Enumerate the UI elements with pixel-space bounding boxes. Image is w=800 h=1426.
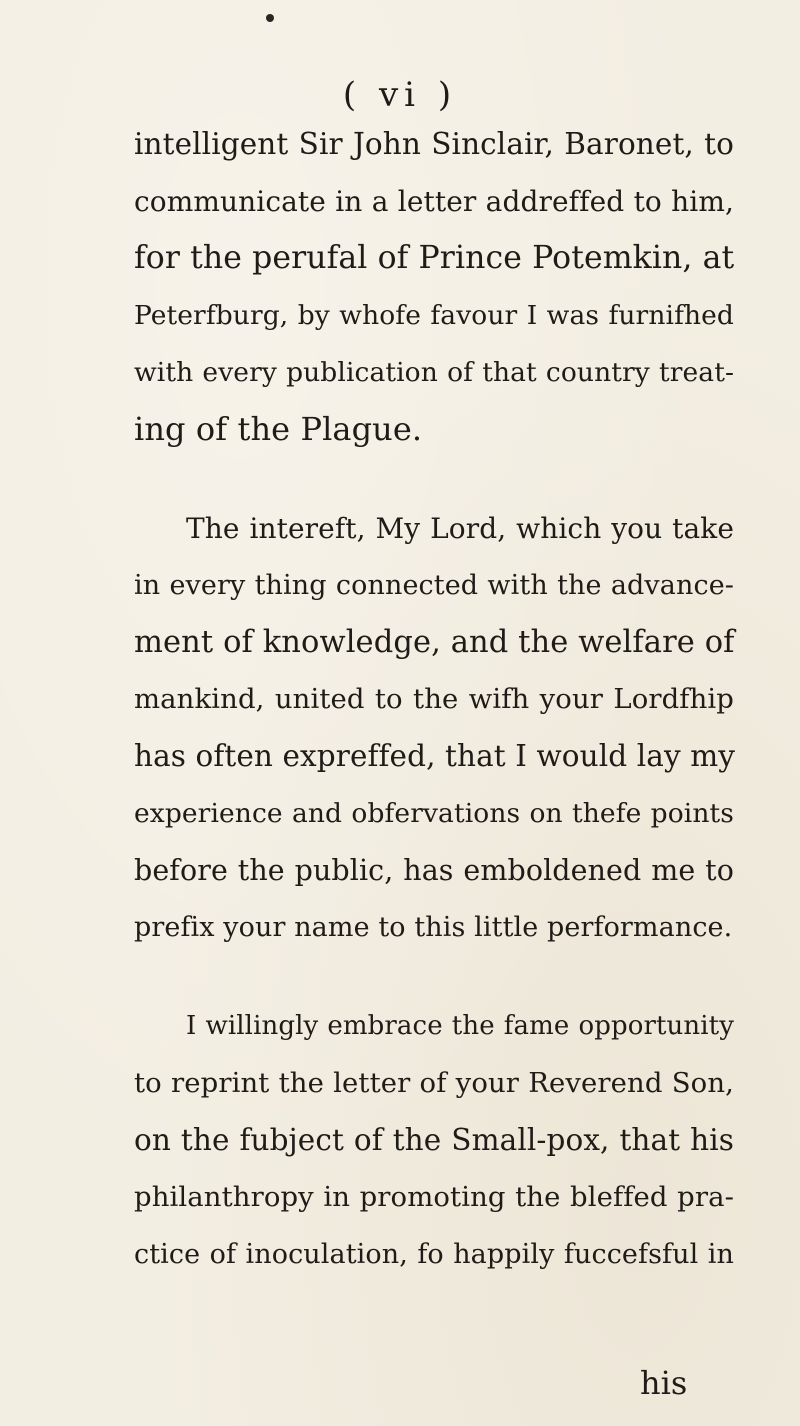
body-text <box>134 116 734 1283</box>
paragraph-3 <box>134 998 734 1283</box>
paragraph-1 <box>134 116 734 458</box>
ink-speck <box>266 14 274 22</box>
text-line: intelligent Sir John Sinclair, Baronet, to <box>134 127 734 161</box>
text-line: mankind, united to the wifh your Lordfhip <box>134 683 734 715</box>
text-line: to reprint the letter of your Reverend Son, <box>134 1067 734 1099</box>
text-line: for the perufal of Prince Potemkin, at <box>134 240 735 276</box>
text-line: I willingly embrace the fame opportunity <box>186 1011 734 1041</box>
text-line: experience and obfervations on thefe points <box>134 798 734 829</box>
text-line: ctice of inoculation, fo happily fuccefsful in <box>134 1239 734 1270</box>
text-line: has often expreffed, that I would lay my <box>134 739 736 773</box>
text-line: on the fubject of the Small-pox, that his <box>134 1123 734 1157</box>
text-line: before the public, has emboldened me to <box>134 854 734 887</box>
paragraph-2 <box>134 500 734 956</box>
text-line: Peterfburg, by whofe favour I was furnifhed <box>134 300 734 331</box>
text-line: in every thing connected with the advance- <box>134 570 734 601</box>
text-line: ment of knowledge, and the welfare of <box>134 625 735 660</box>
text-line: prefix your name to this little performance. <box>134 912 733 943</box>
text-line: communicate in a letter addreffed to him, <box>134 185 734 218</box>
text-line: ing of the Plague. <box>134 410 423 448</box>
paragraph-gap <box>134 956 734 998</box>
text-line: philanthropy in promoting the bleffed pra- <box>134 1181 734 1213</box>
page-number: ( vi ) <box>342 75 458 115</box>
text-line: with every publication of that country treat- <box>134 357 734 388</box>
catchword: his <box>640 1364 688 1402</box>
text-line: The intereft, My Lord, which you take <box>186 512 734 545</box>
paragraph-gap <box>134 458 734 500</box>
